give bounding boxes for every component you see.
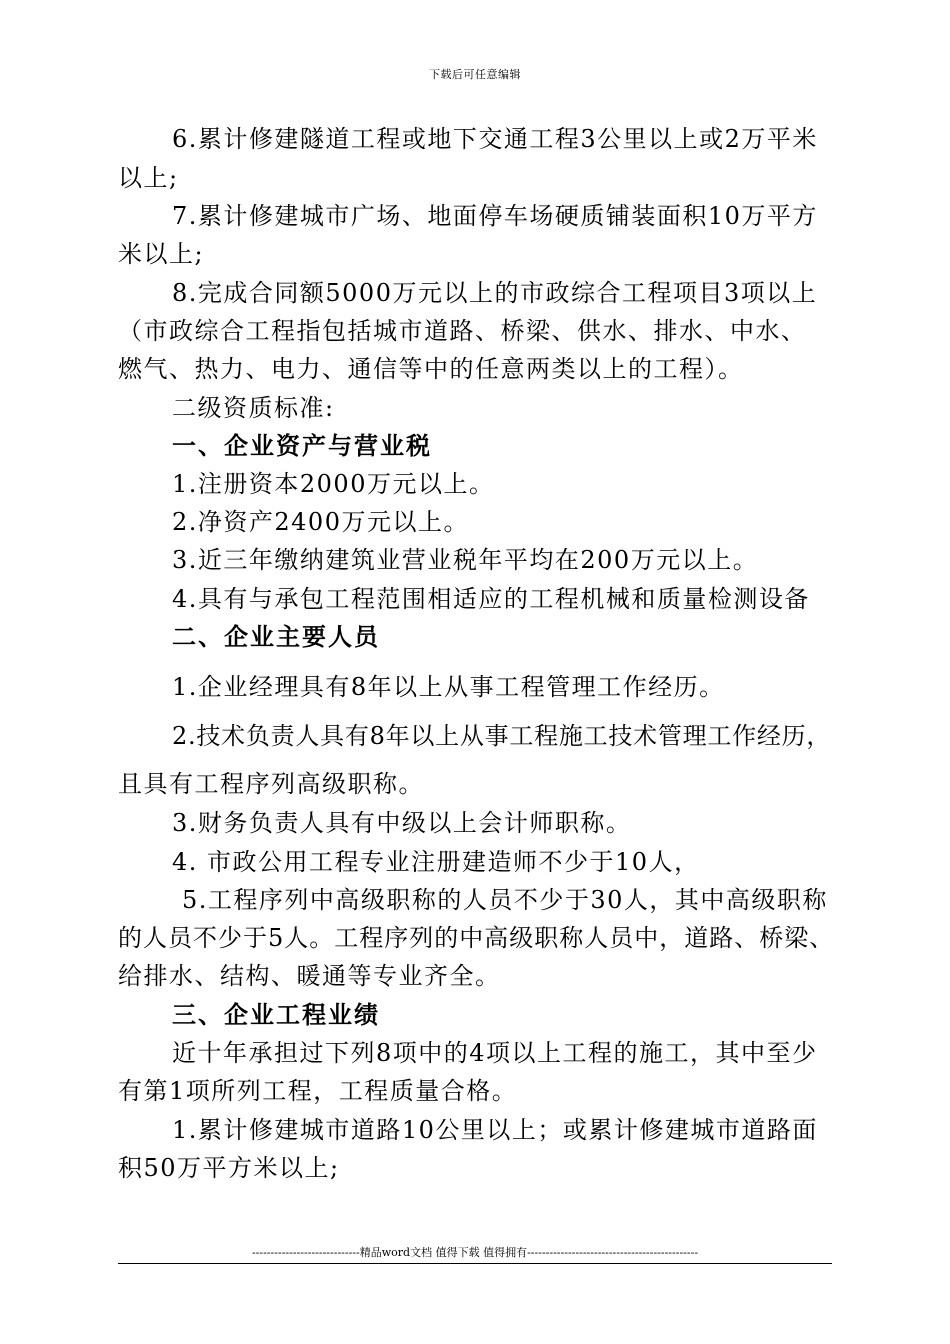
paragraph-line: 2.净资产2400万元以上。	[172, 508, 469, 536]
paragraph-line: 1.累计修建城市道路10公里以上；或累计修建城市道路面	[172, 1116, 818, 1144]
paragraph-line: 给排水、结构、暖通等专业齐全。	[118, 962, 501, 990]
paragraph-line: 且具有工程序列高级职称。	[118, 770, 424, 798]
section-intro: 二级资质标准:	[172, 394, 335, 422]
paragraph-line: 1.注册资本2000万元以上。	[172, 470, 495, 498]
paragraph-line: 8.完成合同额5000万元以上的市政综合工程项目3项以上	[172, 279, 818, 307]
paragraph-line: 4. 市政公用工程专业注册建造师不少于10人，	[172, 848, 700, 876]
paragraph-line: （市政综合工程指包括城市道路、桥梁、供水、排水、中水、	[118, 317, 807, 345]
paragraph-line: 积50万平方米以上;	[118, 1154, 340, 1182]
section-heading: 三、企业工程业绩	[172, 1000, 380, 1029]
section-heading: 二、企业主要人员	[172, 622, 380, 651]
paragraph-line: 近十年承担过下列8项中的4项以上工程的施工，其中至少	[172, 1039, 818, 1067]
section-heading: 一、企业资产与营业税	[172, 431, 432, 460]
page-header: 下载后可任意编辑	[429, 68, 521, 81]
footer-divider	[118, 1263, 832, 1264]
paragraph-line: 3.财务负责人具有中级以上会计师职称。	[172, 809, 632, 837]
paragraph-line: 米以上;	[118, 240, 205, 268]
paragraph-line: 7.累计修建城市广场、地面停车场硬质铺装面积10万平方	[172, 202, 818, 230]
paragraph-line: 3.近三年缴纳建筑业营业税年平均在200万元以上。	[172, 546, 759, 574]
paragraph-line: 4.具有与承包工程范围相适应的工程机械和质量检测设备	[172, 585, 810, 613]
paragraph-line: 的人员不少于5人。工程序列的中高级职称人员中，道路、桥梁、	[118, 924, 835, 952]
paragraph-line: 2.技术负责人具有8年以上从事工程施工技术管理工作经历，	[172, 722, 832, 750]
paragraph-line: 1.企业经理具有8年以上从事工程管理工作经历。	[172, 673, 725, 701]
paragraph-line: 以上;	[118, 164, 179, 192]
page-footer: -----------------------------精品word文档 值得下载 值得拥有----------------------------------------------	[251, 1246, 699, 1259]
paragraph-line: 5.工程序列中高级职称的人员不少于30人，其中高级职称	[182, 886, 828, 914]
paragraph-line: 燃气、热力、电力、通信等中的任意两类以上的工程）。	[118, 355, 744, 383]
paragraph-line: 有第1项所列工程，工程质量合格。	[118, 1077, 518, 1105]
paragraph-line: 6.累计修建隧道工程或地下交通工程3公里以上或2万平米	[172, 125, 818, 153]
